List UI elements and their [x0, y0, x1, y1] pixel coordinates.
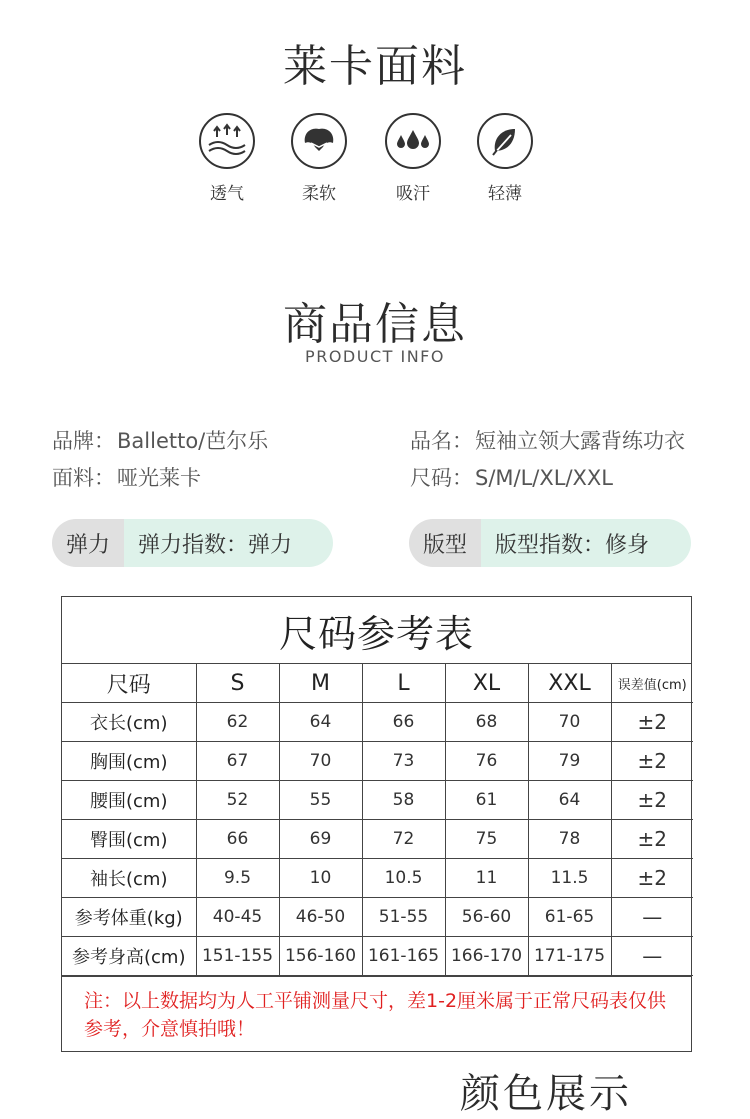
row-label: 袖长(cm) [62, 859, 196, 898]
fit-badge [409, 519, 691, 567]
table-cell: ±2 [611, 820, 693, 859]
brand-line [52, 425, 268, 455]
table-cell: 72 [362, 820, 445, 859]
header-cell: L [362, 664, 445, 703]
size-line [410, 462, 613, 492]
name-value: 短袖立领大露背练功衣 [475, 429, 685, 453]
table-cell: 66 [196, 820, 279, 859]
header-cell: XL [445, 664, 528, 703]
color-section-title: 颜色展示 [460, 1071, 632, 1117]
table-cell: 10.5 [362, 859, 445, 898]
elastic-key: 弹力 [52, 519, 124, 567]
table-row [62, 898, 693, 937]
table-cell: 55 [279, 781, 362, 820]
table-cell: 69 [279, 820, 362, 859]
product-info-subtitle: PRODUCT INFO [305, 347, 445, 366]
size-chart-title: 尺码参考表 [62, 597, 691, 664]
table-cell: 62 [196, 703, 279, 742]
table-row [62, 781, 693, 820]
row-label: 衣长(cm) [62, 703, 196, 742]
size-chart-note: 注：以上数据均为人工平铺测量尺寸，差1-2厘米属于正常尺码表仅供参考，介意慎拍哦！ [62, 976, 691, 1054]
elastic-value: 弹力指数：弹力 [124, 519, 333, 567]
row-label: 臀围(cm) [62, 820, 196, 859]
elastic-badge [52, 519, 333, 567]
size-chart [61, 596, 692, 1052]
row-label: 胸围(cm) [62, 742, 196, 781]
table-cell: 61 [445, 781, 528, 820]
header-cell: 尺码 [62, 664, 196, 703]
table-cell: ±2 [611, 781, 693, 820]
table-cell: ±2 [611, 742, 693, 781]
absorb-sweat-icon [385, 113, 441, 169]
table-row [62, 937, 693, 976]
brand-label: 品牌： [52, 429, 115, 453]
table-cell: 166-170 [445, 937, 528, 976]
size-label: 尺码： [410, 466, 473, 490]
row-label: 参考体重(kg) [62, 898, 196, 937]
table-cell: 67 [196, 742, 279, 781]
table-row [62, 859, 693, 898]
table-cell: 76 [445, 742, 528, 781]
fit-key: 版型 [409, 519, 481, 567]
table-cell: ±2 [611, 703, 693, 742]
feature-label: 轻薄 [488, 184, 522, 204]
feature-label: 柔软 [302, 184, 336, 204]
table-cell: 75 [445, 820, 528, 859]
header-cell: M [279, 664, 362, 703]
table-cell: 58 [362, 781, 445, 820]
feature-lightweight [465, 113, 545, 204]
header-cell: 误差值(cm) [611, 664, 693, 703]
fabric-title: 莱卡面料 [283, 41, 467, 92]
table-cell: 52 [196, 781, 279, 820]
table-cell: 68 [445, 703, 528, 742]
table-cell: 61-65 [528, 898, 611, 937]
material-value: 哑光莱卡 [117, 466, 201, 490]
material-line [52, 462, 201, 492]
feature-breathable [187, 113, 267, 204]
table-header-row [62, 664, 693, 703]
table-cell: 9.5 [196, 859, 279, 898]
feature-absorb-sweat [373, 113, 453, 204]
table-cell: 40-45 [196, 898, 279, 937]
header-cell: S [196, 664, 279, 703]
feature-label: 透气 [210, 184, 244, 204]
brand-value: Balletto/芭尔乐 [117, 429, 269, 453]
fit-value: 版型指数：修身 [481, 519, 691, 567]
lightweight-leaf-icon [477, 113, 533, 169]
table-cell: 161-165 [362, 937, 445, 976]
name-label: 品名： [410, 429, 473, 453]
table-cell: 11 [445, 859, 528, 898]
table-cell: 10 [279, 859, 362, 898]
table-cell: 73 [362, 742, 445, 781]
header-cell: XXL [528, 664, 611, 703]
name-line [410, 425, 685, 455]
table-cell: 156-160 [279, 937, 362, 976]
size-table [62, 664, 693, 976]
row-label: 参考身高(cm) [62, 937, 196, 976]
table-cell: 79 [528, 742, 611, 781]
table-cell: 70 [279, 742, 362, 781]
material-label: 面料： [52, 466, 115, 490]
table-cell: 70 [528, 703, 611, 742]
table-cell: 51-55 [362, 898, 445, 937]
table-cell: 11.5 [528, 859, 611, 898]
table-cell: 46-50 [279, 898, 362, 937]
breathable-icon [199, 113, 255, 169]
table-cell: — [611, 898, 693, 937]
table-cell: 64 [528, 781, 611, 820]
table-cell: 78 [528, 820, 611, 859]
soft-icon [291, 113, 347, 169]
row-label: 腰围(cm) [62, 781, 196, 820]
table-row [62, 703, 693, 742]
table-cell: — [611, 937, 693, 976]
table-cell: 64 [279, 703, 362, 742]
table-cell: 56-60 [445, 898, 528, 937]
feature-label: 吸汗 [396, 184, 430, 204]
size-value: S/M/L/XL/XXL [475, 466, 614, 490]
product-info-title: 商品信息 [283, 299, 467, 350]
table-row [62, 742, 693, 781]
table-cell: 66 [362, 703, 445, 742]
table-cell: 151-155 [196, 937, 279, 976]
table-row [62, 820, 693, 859]
table-cell: 171-175 [528, 937, 611, 976]
feature-soft [279, 113, 359, 204]
table-cell: ±2 [611, 859, 693, 898]
